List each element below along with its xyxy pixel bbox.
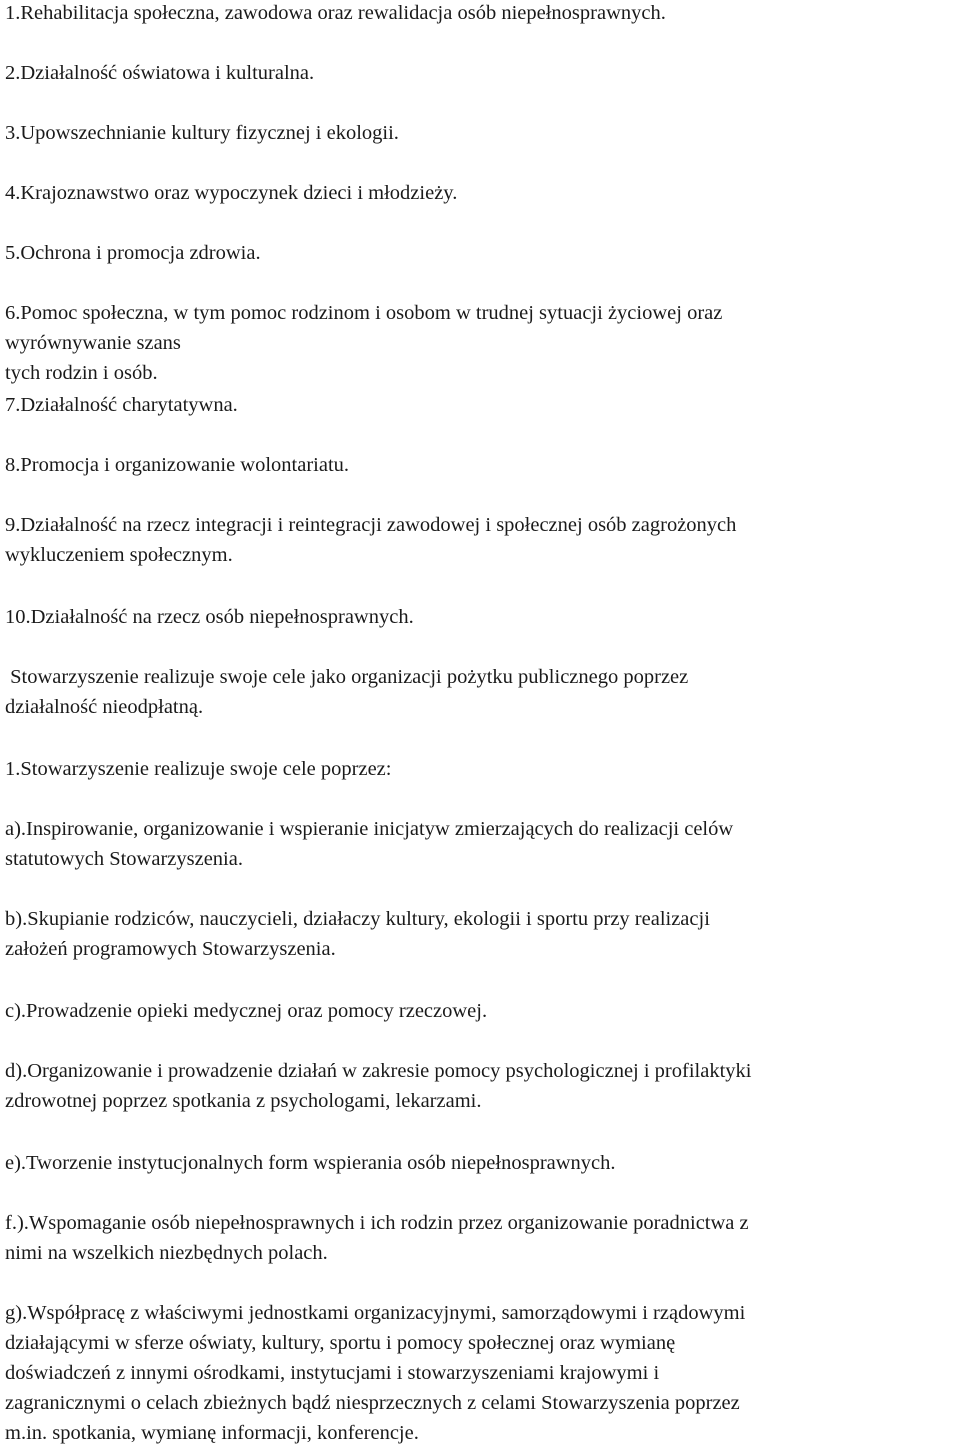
means-item-b-line-1: b).Skupianie rodziców, nauczycieli, działaczy kultury, ekologii i sportu przy realizacji bbox=[5, 908, 710, 930]
means-item-g-line-1: g).Współpracę z właściwymi jednostkami organizacyjnymi, samorządowymi i rządowymi bbox=[5, 1302, 746, 1324]
list-item-6-line-2a: wyrównywanie szans bbox=[5, 332, 181, 354]
intro-paragraph bbox=[5, 662, 950, 722]
list-item-6 bbox=[5, 298, 950, 388]
list-item-6-line-1: 6.Pomoc społeczna, w tym pomoc rodzinom i osobom w trudnej sytuacji życiowej oraz bbox=[5, 302, 723, 324]
means-item-a-line-1: a).Inspirowanie, organizowanie i wspieranie inicjatyw zmierzających do realizacji celów bbox=[5, 818, 734, 840]
means-item-g-line-2: działającymi w sferze oświaty, kultury, sportu i pomocy społecznej oraz wymianę bbox=[5, 1332, 676, 1354]
means-item-g-line-3: doświadczeń z innymi ośrodkami, instytucjami i stowarzyszeniami krajowymi i bbox=[5, 1362, 660, 1384]
means-item-g-line-5: m.in. spotkania, wymianę informacji, konferencje. bbox=[5, 1422, 419, 1444]
means-item-g-line-4: zagranicznymi o celach zbieżnych bądź niesprzecznych z celami Stowarzyszenia poprzez bbox=[5, 1392, 740, 1414]
list-item-2: 2.Działalność oświatowa i kulturalna. bbox=[5, 62, 315, 84]
intro-line-1: Stowarzyszenie realizuje swoje cele jako organizacji pożytku publicznego poprzez bbox=[5, 666, 689, 688]
means-item-a bbox=[5, 814, 950, 874]
list-item-6-line-2 bbox=[5, 328, 950, 388]
means-heading: 1.Stowarzyszenie realizuje swoje cele poprzez: bbox=[5, 758, 392, 780]
means-item-g bbox=[5, 1298, 950, 1448]
list-item-8: 8.Promocja i organizowanie wolontariatu. bbox=[5, 454, 350, 476]
means-item-e bbox=[5, 1148, 950, 1178]
list-item-1: 1.Rehabilitacja społeczna, zawodowa oraz rewalidacja osób niepełnosprawnych. bbox=[5, 2, 666, 24]
means-item-b-line-2: założeń programowych Stowarzyszenia. bbox=[5, 938, 336, 960]
list-item-10: 10.Działalność na rzecz osób niepełnosprawnych. bbox=[5, 606, 414, 628]
list-item-6-line-2b: tych rodzin i osób. bbox=[5, 362, 158, 384]
means-item-c bbox=[5, 996, 950, 1026]
means-item-f-line-1: f.).Wspomaganie osób niepełnosprawnych i ich rodzin przez organizowanie poradnictwa z bbox=[5, 1212, 749, 1234]
means-item-b bbox=[5, 904, 950, 964]
list-item-5: 5.Ochrona i promocja zdrowia. bbox=[5, 242, 261, 264]
list-item-9-line-2: wykluczeniem społecznym. bbox=[5, 544, 233, 566]
intro-line-2: działalność nieodpłatną. bbox=[5, 696, 204, 718]
list-item-4: 4.Krajoznawstwo oraz wypoczynek dzieci i młodzieży. bbox=[5, 182, 458, 204]
means-item-a-line-2: statutowych Stowarzyszenia. bbox=[5, 848, 243, 870]
list-item-9 bbox=[5, 510, 950, 570]
means-item-d bbox=[5, 1056, 950, 1116]
means-item-f bbox=[5, 1208, 950, 1268]
list-item-3: 3.Upowszechnianie kultury fizycznej i ekologii. bbox=[5, 122, 399, 144]
means-item-f-line-2: nimi na wszelkich niezbędnych polach. bbox=[5, 1242, 328, 1264]
means-item-c-line-1: c).Prowadzenie opieki medycznej oraz pomocy rzeczowej. bbox=[5, 1000, 488, 1022]
means-item-d-line-2: zdrowotnej poprzez spotkania z psychologami, lekarzami. bbox=[5, 1090, 482, 1112]
means-item-d-line-1: d).Organizowanie i prowadzenie działań w zakresie pomocy psychologicznej i profilaktyki bbox=[5, 1060, 752, 1082]
list-item-9-line-1: 9.Działalność na rzecz integracji i reintegracji zawodowej i społecznej osób zagrożonych bbox=[5, 514, 737, 536]
list-item-7: 7.Działalność charytatywna. bbox=[5, 394, 238, 416]
means-item-e-line-1: e).Tworzenie instytucjonalnych form wspierania osób niepełnosprawnych. bbox=[5, 1152, 616, 1174]
